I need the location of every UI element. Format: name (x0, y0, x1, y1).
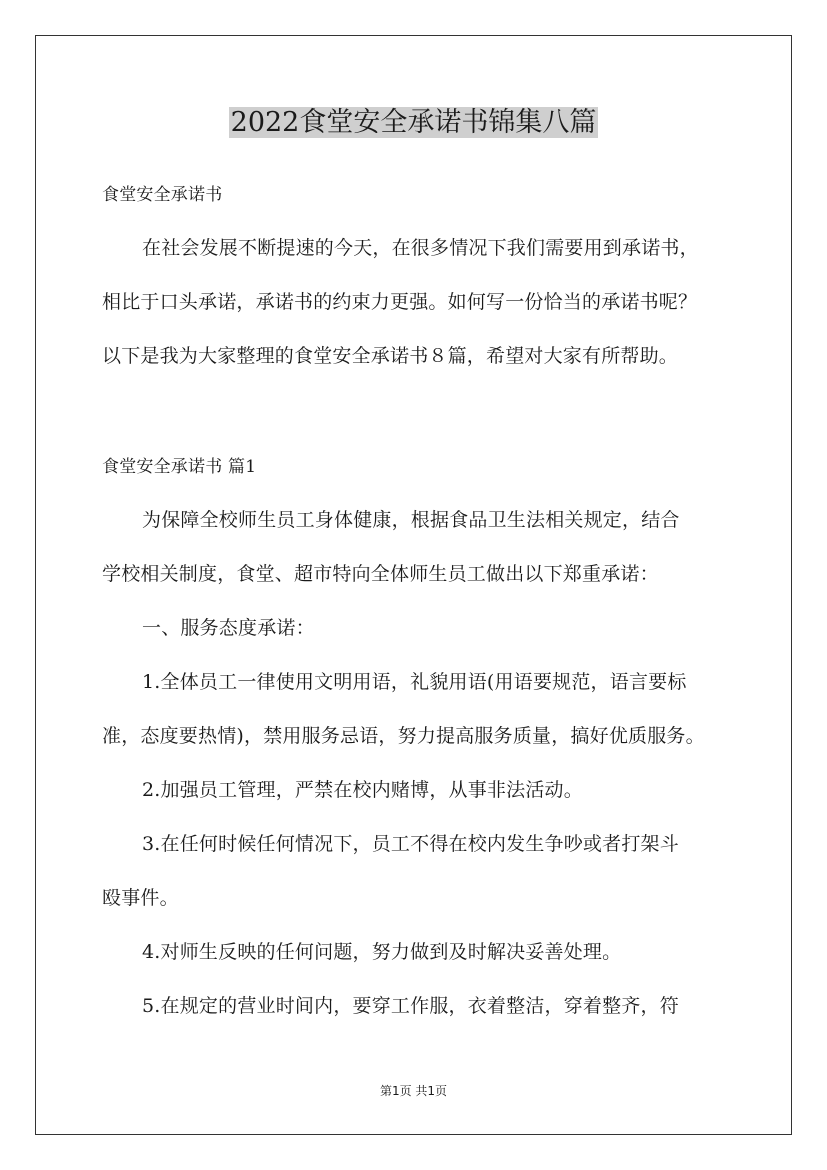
paragraph-line: 学校相关制度，食堂、超市特向全体师生员工做出以下郑重承诺： (102, 563, 659, 585)
paragraph-line: 为保障全校师生员工身体健康，根据食品卫生法相关规定，结合 (142, 509, 680, 531)
document-title: 2022食堂安全承诺书锦集八篇 (230, 107, 597, 138)
paragraph-line: 殴事件。 (102, 887, 179, 909)
paragraph-line: 5.在规定的营业时间内，要穿工作服，衣着整洁，穿着整齐，符 (142, 995, 679, 1017)
section-heading: 食堂安全承诺书 篇1 (102, 457, 257, 477)
paragraph-line: 一、服务态度承诺： (142, 617, 315, 639)
paragraph-line: 以下是我为大家整理的食堂安全承诺书８篇，希望对大家有所帮助。 (102, 345, 679, 367)
paragraph-line: 3.在任何时候任何情况下，员工不得在校内发生争吵或者打架斗 (142, 833, 679, 855)
paragraph-line: 4.对师生反映的任何问题，努力做到及时解决妥善处理。 (142, 941, 622, 963)
paragraph-line: 准，态度要热情)，禁用服务忌语，努力提高服务质量，搞好优质服务。 (102, 725, 705, 747)
paragraph-line: 2.加强员工管理，严禁在校内赌博，从事非法活动。 (142, 779, 583, 801)
paragraph-line: 相比于口头承诺，承诺书的约束力更强。如何写一份恰当的承诺书呢？ (102, 291, 698, 313)
paragraph-line: 1.全体员工一律使用文明用语，礼貌用语(用语要规范，语言要标 (142, 671, 687, 693)
section-heading: 食堂安全承诺书 (102, 185, 223, 205)
paragraph-line: 在社会发展不断提速的今天，在很多情况下我们需要用到承诺书， (142, 237, 699, 259)
page-footer: 第1页 共1页 (379, 1084, 448, 1098)
